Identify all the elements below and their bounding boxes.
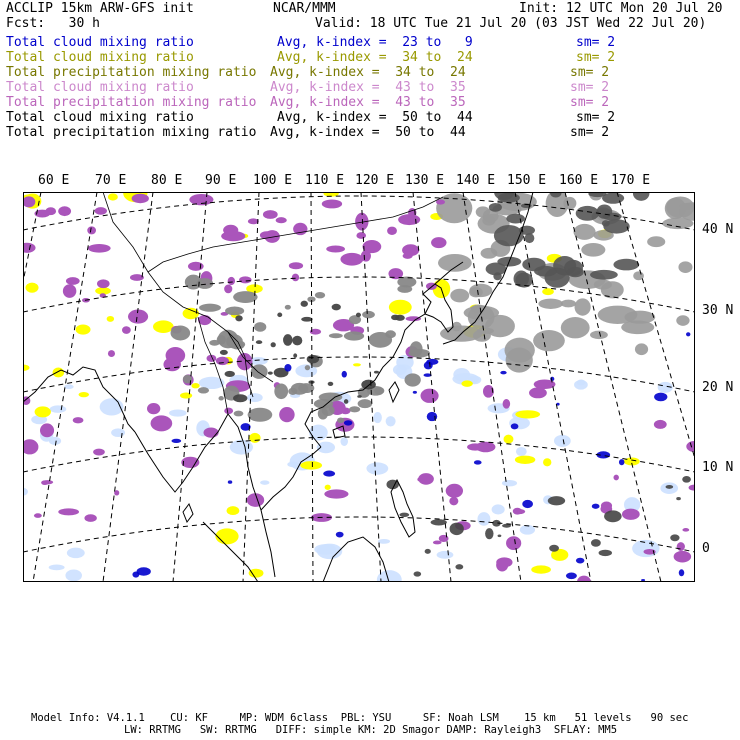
dark-cloud-patch <box>498 535 502 538</box>
high-cloud-patch <box>511 423 519 429</box>
light-cloud-patch <box>260 480 269 484</box>
lat-label: 40 N <box>702 222 734 237</box>
upper-cloud-patch <box>122 326 131 334</box>
dark-cloud-patch <box>602 220 610 226</box>
mid-cloud-patch <box>79 392 89 397</box>
dark-cloud-patch <box>399 513 409 517</box>
light-cloud-patch <box>111 428 125 437</box>
upper-cloud-patch <box>340 253 363 266</box>
light-cloud-patch <box>50 405 67 412</box>
dark-cloud-patch <box>256 340 262 344</box>
dark-cloud-patch <box>431 519 447 525</box>
dark-cloud-patch <box>682 476 691 483</box>
upper-cloud-patch <box>151 415 173 431</box>
upper-cloud-patch <box>513 508 522 515</box>
dark-cloud-patch <box>271 342 276 347</box>
upper-cloud-patch <box>446 484 463 498</box>
gray-cloud-patch <box>337 417 344 423</box>
dark-cloud-patch <box>599 550 612 556</box>
upper-cloud-patch <box>449 497 458 505</box>
gray-cloud-patch <box>274 383 288 399</box>
upper-cloud-patch <box>130 274 144 281</box>
gray-cloud-patch <box>450 289 469 303</box>
high-cloud-patch <box>336 532 344 538</box>
legend-avg: Avg, k-index = 50 to 44 <box>277 110 473 125</box>
dark-cloud-patch <box>613 259 639 271</box>
upper-cloud-patch <box>228 277 235 285</box>
upper-cloud-patch <box>529 387 547 398</box>
gray-cloud-patch <box>291 383 309 395</box>
dark-cloud-patch <box>506 214 525 224</box>
high-cloud-patch <box>424 361 433 369</box>
model-info-line2: LW: RRTMG SW: RRTMG DIFF: simple KM: 2D Smagor DAMP: Rayleigh3 SFLAY: MM5 <box>124 724 618 736</box>
gray-cloud-patch <box>285 305 291 310</box>
dark-cloud-patch <box>548 496 565 505</box>
legend-avg: Avg, k-index = 50 to 44 <box>270 125 466 140</box>
high-cloud-patch <box>413 391 417 394</box>
dark-cloud-patch <box>670 534 679 541</box>
mid-cloud-patch <box>153 320 174 333</box>
dark-cloud-patch <box>455 564 463 569</box>
light-cloud-patch <box>477 512 490 526</box>
upper-cloud-patch <box>84 514 96 522</box>
high-cloud-patch <box>679 569 685 576</box>
high-cloud-patch <box>686 332 690 336</box>
init-time: Init: 12 UTC Mon 20 Jul 20 <box>519 1 723 16</box>
dark-cloud-patch <box>374 371 379 374</box>
gray-cloud-patch <box>438 254 472 272</box>
upper-cloud-patch <box>433 541 442 545</box>
upper-cloud-patch <box>503 399 511 409</box>
upper-cloud-patch <box>88 244 111 253</box>
organization: NCAR/MMM <box>273 1 336 16</box>
light-cloud-patch <box>230 440 253 455</box>
gray-cloud-patch <box>254 322 266 332</box>
legend-sm: sm= 2 <box>576 110 616 125</box>
legend-sm: sm= 2 <box>570 80 610 95</box>
legend-avg: Avg, k-index = 34 to 24 <box>277 50 473 65</box>
high-cloud-patch <box>323 471 335 477</box>
gray-cloud-patch <box>362 311 375 318</box>
gray-cloud-patch <box>538 299 563 309</box>
lon-label: 90 E <box>205 173 237 188</box>
gray-cloud-patch <box>368 332 392 348</box>
dark-cloud-patch <box>414 571 422 576</box>
model-info-line1: Model Info: V4.1.1 CU: KF MP: WDM 6class PBL: YSU SF: Noah LSM 15 km 51 levels 90 sec <box>31 712 689 724</box>
model-title: ACCLIP 15km ARW-GFS init <box>6 1 194 16</box>
upper-cloud-patch <box>203 428 218 438</box>
light-cloud-patch <box>287 462 299 468</box>
dark-cloud-patch <box>293 353 297 357</box>
high-cloud-patch <box>228 480 232 483</box>
high-cloud-patch <box>592 504 600 509</box>
legend-sm: sm= 2 <box>570 65 610 80</box>
lat-label: 0 <box>702 541 710 556</box>
dark-cloud-patch <box>591 539 601 547</box>
upper-cloud-patch <box>40 423 54 437</box>
light-cloud-patch <box>247 393 263 402</box>
gray-cloud-patch <box>598 306 638 324</box>
upper-cloud-patch <box>42 480 53 484</box>
upper-cloud-patch <box>279 407 294 422</box>
lat-label: 30 N <box>702 303 734 318</box>
dark-cloud-patch <box>450 523 464 535</box>
dark-cloud-patch <box>604 510 622 522</box>
mid-cloud-patch <box>389 300 412 315</box>
dark-cloud-patch <box>549 545 559 552</box>
gray-cloud-patch <box>397 285 412 293</box>
dark-cloud-patch <box>277 313 282 318</box>
mid-cloud-patch <box>76 324 91 334</box>
upper-cloud-patch <box>601 501 612 510</box>
high-cloud-patch <box>576 558 584 564</box>
upper-cloud-patch <box>58 508 79 515</box>
light-cloud-patch <box>492 504 505 514</box>
upper-cloud-patch <box>292 274 299 282</box>
gray-cloud-patch <box>344 331 364 340</box>
upper-cloud-patch <box>87 226 96 234</box>
mid-cloud-patch <box>108 193 118 200</box>
gray-cloud-patch <box>647 236 665 247</box>
upper-cloud-patch <box>613 475 618 481</box>
dark-cloud-patch <box>328 382 334 386</box>
upper-cloud-patch <box>436 200 445 205</box>
mid-cloud-patch <box>542 288 554 295</box>
mid-cloud-patch <box>515 410 540 418</box>
lon-label: 110 E <box>305 173 345 188</box>
upper-cloud-patch <box>108 350 115 357</box>
gray-cloud-patch <box>329 333 343 338</box>
gray-cloud-patch <box>408 349 429 358</box>
upper-cloud-patch <box>93 449 105 456</box>
forecast-map <box>23 192 695 582</box>
upper-cloud-patch <box>166 347 186 364</box>
lon-label: 80 E <box>151 173 183 188</box>
upper-cloud-patch <box>406 316 421 321</box>
upper-cloud-patch <box>674 551 691 563</box>
dark-cloud-patch <box>567 267 584 277</box>
dark-cloud-patch <box>525 233 535 243</box>
dark-cloud-patch <box>301 317 313 322</box>
legend-avg: Avg, k-index = 34 to 24 <box>270 65 466 80</box>
gray-cloud-patch <box>198 387 209 393</box>
mid-cloud-patch <box>191 383 199 388</box>
upper-cloud-patch <box>439 535 449 542</box>
mid-cloud-patch <box>227 506 240 515</box>
gray-cloud-patch <box>469 284 492 297</box>
gray-cloud-patch <box>533 330 565 351</box>
high-cloud-patch <box>500 371 506 375</box>
legend-field-name: Total cloud mixing ratio <box>6 80 194 95</box>
dark-cloud-patch <box>425 549 431 554</box>
lon-label: 170 E <box>611 173 651 188</box>
mid-cloud-patch <box>543 458 551 466</box>
dark-cloud-patch <box>357 395 362 398</box>
upper-cloud-patch <box>289 262 303 269</box>
light-cloud-patch <box>554 435 571 447</box>
lon-label: 60 E <box>38 173 70 188</box>
legend-field-name: Total cloud mixing ratio <box>6 50 194 65</box>
light-cloud-patch <box>49 564 65 570</box>
lon-label: 150 E <box>507 173 547 188</box>
light-cloud-patch <box>314 544 336 555</box>
high-cloud-patch <box>342 371 347 378</box>
mid-cloud-patch <box>353 363 361 366</box>
legend-sm: sm= 2 <box>570 125 610 140</box>
mid-cloud-patch <box>249 433 260 443</box>
high-cloud-patch <box>566 573 577 580</box>
dark-cloud-patch <box>220 350 228 355</box>
gray-cloud-patch <box>171 326 191 341</box>
upper-cloud-patch <box>34 513 42 518</box>
mid-cloud-patch <box>461 380 472 387</box>
lon-label: 130 E <box>405 173 445 188</box>
upper-cloud-patch <box>387 227 397 235</box>
legend-sm: sm= 2 <box>570 95 610 110</box>
mid-cloud-patch <box>26 283 39 293</box>
gray-cloud-patch <box>218 396 223 400</box>
light-cloud-patch <box>67 548 85 559</box>
upper-cloud-patch <box>181 457 199 468</box>
upper-cloud-patch <box>431 237 446 248</box>
high-cloud-patch <box>522 500 533 508</box>
upper-cloud-patch <box>97 279 110 288</box>
gray-cloud-patch <box>234 411 244 417</box>
upper-cloud-patch <box>622 509 640 520</box>
light-cloud-patch <box>386 416 396 426</box>
gray-cloud-patch <box>573 224 595 240</box>
gray-cloud-patch <box>315 292 325 298</box>
valid-time: Valid: 18 UTC Tue 21 Jul 20 (03 JST Wed 22 Jul 20) <box>315 16 707 31</box>
legend-field-name: Total cloud mixing ratio <box>6 35 194 50</box>
mid-cloud-patch <box>53 368 65 378</box>
dark-cloud-patch <box>233 394 247 402</box>
high-cloud-patch <box>619 459 624 465</box>
dark-cloud-patch <box>235 315 242 321</box>
upper-cloud-patch <box>421 389 439 403</box>
high-cloud-patch <box>284 364 291 372</box>
dark-cloud-patch <box>332 304 341 311</box>
gray-cloud-patch <box>349 406 360 412</box>
mid-cloud-patch <box>35 406 51 417</box>
light-cloud-patch <box>64 384 73 389</box>
mid-cloud-patch <box>531 565 551 573</box>
high-cloud-patch <box>550 377 554 381</box>
upper-cloud-patch <box>132 194 149 203</box>
legend-field-name: Total precipitation mixing ratio <box>6 65 257 80</box>
high-cloud-patch <box>137 567 151 575</box>
mid-cloud-patch <box>300 461 322 469</box>
dark-cloud-patch <box>576 206 599 221</box>
legend-sm: sm= 2 <box>576 50 616 65</box>
lat-label: 10 N <box>702 460 734 475</box>
mid-cloud-patch <box>107 316 114 322</box>
upper-cloud-patch <box>188 262 204 271</box>
light-cloud-patch <box>340 437 348 446</box>
gray-cloud-patch <box>358 399 373 408</box>
light-cloud-patch <box>437 551 454 559</box>
gray-cloud-patch <box>405 373 421 386</box>
mid-cloud-patch <box>215 528 238 544</box>
light-cloud-patch <box>373 412 382 423</box>
mid-cloud-patch <box>249 569 264 578</box>
gray-cloud-patch <box>561 317 590 338</box>
upper-cloud-patch <box>66 277 80 285</box>
light-cloud-patch <box>520 525 535 535</box>
gray-cloud-patch <box>561 300 576 308</box>
high-cloud-patch <box>171 439 181 443</box>
light-cloud-patch <box>366 462 388 474</box>
legend-avg: Avg, k-index = 43 to 35 <box>270 95 466 110</box>
high-cloud-patch <box>344 420 353 425</box>
lon-label: 140 E <box>456 173 496 188</box>
upper-cloud-patch <box>654 420 667 429</box>
upper-cloud-patch <box>239 276 251 283</box>
upper-cloud-patch <box>58 206 71 216</box>
light-cloud-patch <box>378 539 390 544</box>
upper-cloud-patch <box>224 285 232 294</box>
upper-cloud-patch <box>73 417 84 423</box>
legend-avg: Avg, k-index = 43 to 35 <box>270 80 466 95</box>
legend-avg: Avg, k-index = 23 to 9 <box>277 35 473 50</box>
legend-field-name: Total precipitation mixing ratio <box>6 95 257 110</box>
upper-cloud-patch <box>506 536 521 550</box>
mid-cloud-patch <box>504 435 514 444</box>
upper-cloud-patch <box>147 403 160 414</box>
lon-label: 120 E <box>355 173 395 188</box>
gray-cloud-patch <box>233 291 258 303</box>
lon-label: 100 E <box>253 173 293 188</box>
gray-cloud-patch <box>575 298 591 315</box>
high-cloud-patch <box>474 460 482 464</box>
upper-cloud-patch <box>356 232 366 239</box>
upper-cloud-patch <box>95 207 107 215</box>
lat-label: 20 N <box>702 380 734 395</box>
dark-cloud-patch <box>301 301 308 307</box>
light-cloud-patch <box>65 570 82 582</box>
light-cloud-patch <box>632 540 659 557</box>
dark-cloud-patch <box>602 193 624 204</box>
upper-cloud-patch <box>418 473 434 485</box>
dark-cloud-patch <box>268 371 273 374</box>
dark-cloud-patch <box>489 203 502 212</box>
dark-cloud-patch <box>485 528 493 539</box>
dark-cloud-patch <box>590 270 618 280</box>
dark-cloud-patch <box>356 313 361 318</box>
gray-cloud-patch <box>209 340 220 346</box>
upper-cloud-patch <box>322 200 342 209</box>
dark-cloud-patch <box>344 399 348 404</box>
upper-cloud-patch <box>324 489 348 498</box>
upper-cloud-patch <box>263 210 278 219</box>
gray-cloud-patch <box>666 196 694 218</box>
mid-cloud-patch <box>325 485 331 490</box>
upper-cloud-patch <box>276 217 287 223</box>
upper-cloud-patch <box>363 240 382 253</box>
mid-cloud-patch <box>180 392 192 398</box>
upper-cloud-patch <box>216 357 229 366</box>
gray-cloud-patch <box>199 304 221 312</box>
gray-cloud-patch <box>678 261 692 273</box>
light-cloud-patch <box>169 409 187 416</box>
upper-cloud-patch <box>496 557 512 567</box>
gray-cloud-patch <box>305 365 310 370</box>
dark-cloud-patch <box>225 371 235 377</box>
dark-cloud-patch <box>283 334 293 346</box>
upper-cloud-patch <box>248 218 259 224</box>
legend-field-name: Total precipitation mixing ratio <box>6 125 257 140</box>
dark-cloud-patch <box>307 355 319 364</box>
legend-field-name: Total cloud mixing ratio <box>6 110 194 125</box>
gray-cloud-patch <box>676 315 689 326</box>
high-cloud-patch <box>641 579 645 581</box>
dark-cloud-patch <box>522 258 545 272</box>
legend-sm: sm= 2 <box>576 35 616 50</box>
dark-cloud-patch <box>666 485 674 489</box>
upper-cloud-patch <box>224 408 233 414</box>
dark-cloud-patch <box>676 497 681 500</box>
lon-label: 160 E <box>559 173 599 188</box>
forecast-hour: Fcst: 30 h <box>6 16 100 31</box>
upper-cloud-patch <box>402 244 419 256</box>
gray-cloud-patch <box>318 408 328 420</box>
upper-cloud-patch <box>63 284 76 298</box>
upper-cloud-patch <box>682 528 689 532</box>
gray-cloud-patch <box>594 279 612 289</box>
gray-cloud-patch <box>581 243 605 257</box>
upper-cloud-patch <box>326 246 345 253</box>
gray-cloud-patch <box>662 218 693 229</box>
gray-cloud-patch <box>225 306 244 315</box>
upper-cloud-patch <box>467 443 483 450</box>
gray-cloud-patch <box>248 408 273 422</box>
upper-cloud-patch <box>223 225 238 236</box>
light-cloud-patch <box>516 447 527 456</box>
high-cloud-patch <box>654 393 667 402</box>
dark-cloud-patch <box>395 315 405 321</box>
lon-label: 70 E <box>95 173 127 188</box>
gray-cloud-patch <box>506 348 533 373</box>
gray-cloud-patch <box>635 343 648 355</box>
mid-cloud-patch <box>515 456 535 464</box>
dark-cloud-patch <box>292 336 302 346</box>
gray-cloud-patch <box>590 331 608 339</box>
light-cloud-patch <box>574 380 588 390</box>
upper-cloud-patch <box>677 542 685 551</box>
light-cloud-patch <box>502 480 517 486</box>
light-cloud-patch <box>317 442 335 454</box>
